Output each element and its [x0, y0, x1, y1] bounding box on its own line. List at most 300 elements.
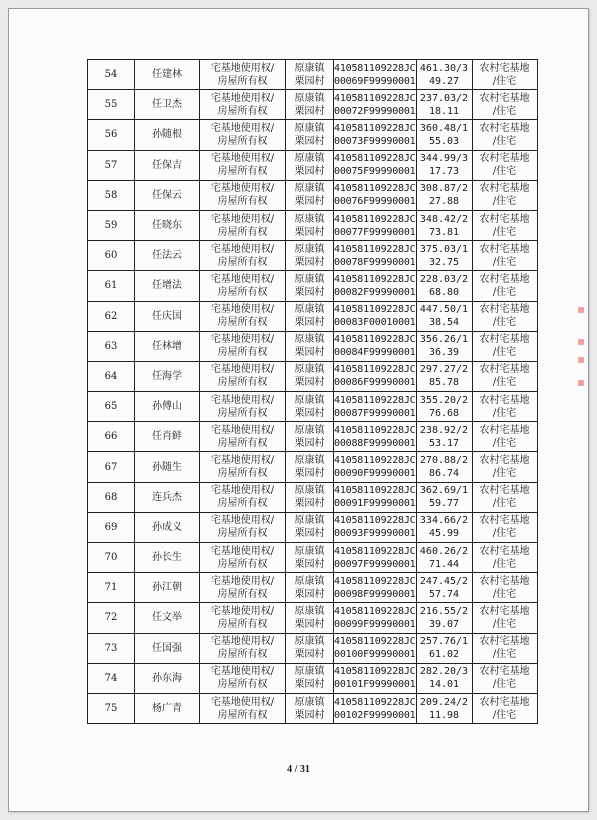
land-use-cell-text: 农村宅基地 /住宅: [479, 92, 530, 117]
land-use-cell-text: 农村宅基地 /住宅: [479, 515, 530, 540]
owner-name-cell: [135, 392, 200, 422]
location-cell-text: 原康镇 栗园村: [294, 153, 325, 178]
row-number-cell: [88, 120, 135, 150]
location-cell-text: 原康镇 栗园村: [294, 636, 325, 661]
location-cell: [286, 271, 334, 301]
location-cell: [286, 633, 334, 663]
area-cell-text: 344.99/3 17.73: [419, 153, 469, 178]
land-use-cell: [472, 663, 537, 693]
area-cell: [416, 603, 472, 633]
area-cell-text: 209.24/2 11.98: [419, 696, 469, 721]
location-cell-text: 原康镇 栗园村: [294, 304, 325, 329]
location-cell: [286, 452, 334, 482]
land-use-cell: [472, 603, 537, 633]
area-cell-text: 334.66/2 45.99: [419, 515, 469, 540]
table-row: [88, 482, 538, 512]
unit-code-cell: [334, 180, 417, 210]
area-cell: [416, 90, 472, 120]
owner-name-cell-text: 任海学: [152, 370, 182, 382]
unit-code-cell-text: 410581109228JC 00102F99990001: [334, 696, 416, 721]
unit-code-cell-text: 410581109228JC 00082F99990001: [334, 273, 416, 298]
location-cell-text: 原康镇 栗园村: [294, 213, 325, 238]
area-cell: [416, 512, 472, 542]
unit-code-cell-text: 410581109228JC 00083F00010001: [334, 304, 416, 329]
unit-code-cell-text: 410581109228JC 00072F99990001: [334, 92, 416, 117]
land-use-cell: [472, 361, 537, 391]
owner-name-cell-text: 孙傅山: [152, 401, 182, 413]
area-cell: [416, 663, 472, 693]
owner-name-cell-text: 任增法: [152, 280, 182, 292]
owner-name-cell: [135, 241, 200, 271]
table-row: [88, 301, 538, 331]
land-use-cell-text: 农村宅基地 /住宅: [479, 213, 530, 238]
row-number-cell-text: 58: [104, 189, 118, 201]
land-use-cell: [472, 512, 537, 542]
land-use-cell-text: 农村宅基地 /住宅: [479, 364, 530, 389]
row-number-cell-text: 61: [104, 280, 118, 292]
right-type-cell: [200, 543, 286, 573]
document-page: [8, 8, 589, 812]
land-use-cell: [472, 693, 537, 723]
area-cell: [416, 482, 472, 512]
area-cell: [416, 271, 472, 301]
area-cell-text: 356.26/1 36.39: [419, 334, 469, 359]
owner-name-cell-text: 任建林: [152, 69, 182, 81]
area-cell-text: 247.45/2 57.74: [419, 575, 469, 600]
land-use-cell: [472, 180, 537, 210]
unit-code-cell: [334, 361, 417, 391]
unit-code-cell-text: 410581109228JC 00093F99990001: [334, 515, 416, 540]
area-cell-text: 447.50/1 38.54: [419, 304, 469, 329]
area-cell: [416, 150, 472, 180]
row-number-cell-text: 65: [104, 401, 118, 413]
location-cell: [286, 180, 334, 210]
owner-name-cell-text: 任卫杰: [152, 99, 182, 111]
area-cell-text: 297.27/2 85.78: [419, 364, 469, 389]
right-type-cell-text: 宅基地使用权/ 房屋所有权: [210, 122, 275, 147]
area-cell: [416, 573, 472, 603]
row-number-cell: [88, 271, 135, 301]
unit-code-cell: [334, 633, 417, 663]
location-cell-text: 原康镇 栗园村: [294, 334, 325, 359]
unit-code-cell-text: 410581109228JC 00086F99990001: [334, 364, 416, 389]
location-cell: [286, 120, 334, 150]
location-cell-text: 原康镇 栗园村: [294, 243, 325, 268]
area-cell: [416, 60, 472, 90]
right-type-cell-text: 宅基地使用权/ 房屋所有权: [210, 455, 275, 480]
row-number-cell: [88, 241, 135, 271]
location-cell: [286, 482, 334, 512]
land-use-cell: [472, 150, 537, 180]
owner-name-cell: [135, 693, 200, 723]
row-number-cell-text: 68: [104, 491, 118, 503]
owner-name-cell-text: 孙长生: [152, 552, 182, 564]
unit-code-cell-text: 410581109228JC 00075F99990001: [334, 153, 416, 178]
owner-name-cell-text: 连兵杰: [152, 491, 182, 503]
table-row: [88, 210, 538, 240]
right-type-cell: [200, 150, 286, 180]
row-number-cell: [88, 301, 135, 331]
owner-name-cell-text: 孙随生: [152, 461, 182, 473]
row-number-cell: [88, 633, 135, 663]
owner-name-cell-text: 孙随根: [152, 129, 182, 141]
owner-name-cell: [135, 331, 200, 361]
location-cell: [286, 422, 334, 452]
land-use-cell-text: 农村宅基地 /住宅: [479, 394, 530, 419]
owner-name-cell: [135, 452, 200, 482]
page-number: 4 / 31: [287, 764, 310, 775]
area-cell-text: 228.03/2 68.80: [419, 273, 469, 298]
table-row: [88, 241, 538, 271]
owner-name-cell: [135, 120, 200, 150]
land-use-cell: [472, 482, 537, 512]
row-number-cell: [88, 543, 135, 573]
land-use-cell-text: 农村宅基地 /住宅: [479, 485, 530, 510]
owner-name-cell: [135, 180, 200, 210]
owner-name-cell: [135, 150, 200, 180]
owner-name-cell: [135, 603, 200, 633]
location-cell-text: 原康镇 栗园村: [294, 394, 325, 419]
row-number-cell-text: 67: [104, 461, 118, 473]
owner-name-cell: [135, 543, 200, 573]
row-number-cell: [88, 392, 135, 422]
owner-name-cell-text: 孙东海: [152, 672, 182, 684]
right-type-cell-text: 宅基地使用权/ 房屋所有权: [210, 92, 275, 117]
right-type-cell: [200, 422, 286, 452]
land-use-cell: [472, 60, 537, 90]
unit-code-cell-text: 410581109228JC 00098F99990001: [334, 575, 416, 600]
right-type-cell-text: 宅基地使用权/ 房屋所有权: [210, 696, 275, 721]
area-cell: [416, 180, 472, 210]
location-cell: [286, 573, 334, 603]
location-cell-text: 原康镇 栗园村: [294, 92, 325, 117]
land-use-cell-text: 农村宅基地 /住宅: [479, 122, 530, 147]
location-cell: [286, 90, 334, 120]
right-type-cell: [200, 331, 286, 361]
right-type-cell: [200, 633, 286, 663]
land-use-cell: [472, 90, 537, 120]
seal-fragment: [578, 357, 584, 363]
row-number-cell: [88, 603, 135, 633]
unit-code-cell-text: 410581109228JC 00069F99990001: [334, 62, 416, 87]
right-type-cell-text: 宅基地使用权/ 房屋所有权: [210, 273, 275, 298]
right-type-cell: [200, 120, 286, 150]
area-cell: [416, 210, 472, 240]
row-number-cell-text: 64: [104, 370, 118, 382]
owner-name-cell-text: 任文举: [152, 612, 182, 624]
area-cell-text: 348.42/2 73.81: [419, 213, 469, 238]
land-use-cell: [472, 543, 537, 573]
land-use-cell-text: 农村宅基地 /住宅: [479, 545, 530, 570]
right-type-cell-text: 宅基地使用权/ 房屋所有权: [210, 605, 275, 630]
row-number-cell-text: 55: [104, 99, 118, 111]
location-cell: [286, 331, 334, 361]
unit-code-cell: [334, 60, 417, 90]
area-cell-text: 237.03/2 18.11: [419, 92, 469, 117]
unit-code-cell: [334, 241, 417, 271]
unit-code-cell-text: 410581109228JC 00100F99990001: [334, 636, 416, 661]
row-number-cell: [88, 482, 135, 512]
right-type-cell: [200, 241, 286, 271]
area-cell-text: 282.20/3 14.01: [419, 666, 469, 691]
location-cell: [286, 150, 334, 180]
table-row: [88, 180, 538, 210]
owner-name-cell: [135, 90, 200, 120]
owner-name-cell-text: 孙成义: [152, 521, 182, 533]
property-registry-table: [87, 59, 538, 724]
owner-name-cell-text: 任庆国: [152, 310, 182, 322]
right-type-cell-text: 宅基地使用权/ 房屋所有权: [210, 545, 275, 570]
land-use-cell-text: 农村宅基地 /住宅: [479, 304, 530, 329]
unit-code-cell-text: 410581109228JC 00078F99990001: [334, 243, 416, 268]
unit-code-cell-text: 410581109228JC 00087F99990001: [334, 394, 416, 419]
right-type-cell: [200, 573, 286, 603]
table-row: [88, 603, 538, 633]
unit-code-cell: [334, 573, 417, 603]
right-type-cell: [200, 693, 286, 723]
table-row: [88, 573, 538, 603]
location-cell-text: 原康镇 栗园村: [294, 545, 325, 570]
right-type-cell-text: 宅基地使用权/ 房屋所有权: [210, 304, 275, 329]
right-type-cell-text: 宅基地使用权/ 房屋所有权: [210, 213, 275, 238]
seal-fragment: [578, 339, 584, 345]
owner-name-cell: [135, 573, 200, 603]
right-type-cell-text: 宅基地使用权/ 房屋所有权: [210, 243, 275, 268]
unit-code-cell-text: 410581109228JC 00084F99990001: [334, 334, 416, 359]
unit-code-cell: [334, 693, 417, 723]
right-type-cell: [200, 361, 286, 391]
row-number-cell-text: 75: [104, 703, 118, 715]
unit-code-cell-text: 410581109228JC 00091F99990001: [334, 485, 416, 510]
land-use-cell-text: 农村宅基地 /住宅: [479, 696, 530, 721]
owner-name-cell: [135, 422, 200, 452]
row-number-cell: [88, 90, 135, 120]
right-type-cell-text: 宅基地使用权/ 房屋所有权: [210, 666, 275, 691]
unit-code-cell: [334, 482, 417, 512]
location-cell-text: 原康镇 栗园村: [294, 424, 325, 449]
right-type-cell-text: 宅基地使用权/ 房屋所有权: [210, 394, 275, 419]
location-cell-text: 原康镇 栗园村: [294, 696, 325, 721]
unit-code-cell: [334, 120, 417, 150]
row-number-cell-text: 74: [104, 672, 118, 684]
row-number-cell: [88, 210, 135, 240]
table-row: [88, 331, 538, 361]
right-type-cell: [200, 512, 286, 542]
right-type-cell-text: 宅基地使用权/ 房屋所有权: [210, 485, 275, 510]
area-cell-text: 270.88/2 86.74: [419, 455, 469, 480]
owner-name-cell: [135, 512, 200, 542]
row-number-cell-text: 62: [104, 310, 118, 322]
unit-code-cell: [334, 512, 417, 542]
owner-name-cell-text: 任林增: [152, 340, 182, 352]
owner-name-cell: [135, 663, 200, 693]
row-number-cell-text: 54: [104, 69, 118, 81]
land-use-cell: [472, 271, 537, 301]
land-use-cell-text: 农村宅基地 /住宅: [479, 605, 530, 630]
unit-code-cell-text: 410581109228JC 00088F99990001: [334, 424, 416, 449]
owner-name-cell-text: 孙江朝: [152, 582, 182, 594]
unit-code-cell: [334, 90, 417, 120]
table-row: [88, 663, 538, 693]
unit-code-cell-text: 410581109228JC 00101F99990001: [334, 666, 416, 691]
land-use-cell-text: 农村宅基地 /住宅: [479, 183, 530, 208]
land-use-cell-text: 农村宅基地 /住宅: [479, 636, 530, 661]
right-type-cell-text: 宅基地使用权/ 房屋所有权: [210, 424, 275, 449]
row-number-cell-text: 57: [104, 159, 118, 171]
location-cell-text: 原康镇 栗园村: [294, 485, 325, 510]
area-cell: [416, 361, 472, 391]
owner-name-cell: [135, 361, 200, 391]
land-use-cell: [472, 210, 537, 240]
row-number-cell-text: 69: [104, 521, 118, 533]
location-cell-text: 原康镇 栗园村: [294, 122, 325, 147]
right-type-cell-text: 宅基地使用权/ 房屋所有权: [210, 153, 275, 178]
area-cell: [416, 693, 472, 723]
table-row: [88, 120, 538, 150]
land-use-cell: [472, 422, 537, 452]
registry-table-body: [88, 60, 538, 724]
area-cell: [416, 633, 472, 663]
owner-name-cell-text: 任保云: [152, 189, 182, 201]
right-type-cell: [200, 60, 286, 90]
row-number-cell-text: 72: [104, 612, 118, 624]
location-cell-text: 原康镇 栗园村: [294, 515, 325, 540]
owner-name-cell: [135, 60, 200, 90]
location-cell: [286, 392, 334, 422]
area-cell-text: 360.48/1 55.03: [419, 122, 469, 147]
row-number-cell: [88, 663, 135, 693]
right-type-cell-text: 宅基地使用权/ 房屋所有权: [210, 515, 275, 540]
unit-code-cell: [334, 271, 417, 301]
location-cell: [286, 301, 334, 331]
row-number-cell: [88, 573, 135, 603]
location-cell-text: 原康镇 栗园村: [294, 183, 325, 208]
land-use-cell-text: 农村宅基地 /住宅: [479, 334, 530, 359]
unit-code-cell: [334, 543, 417, 573]
owner-name-cell: [135, 633, 200, 663]
row-number-cell: [88, 361, 135, 391]
location-cell: [286, 693, 334, 723]
area-cell-text: 461.30/3 49.27: [419, 62, 469, 87]
area-cell: [416, 392, 472, 422]
location-cell: [286, 241, 334, 271]
owner-name-cell-text: 任肖鲜: [152, 431, 182, 443]
area-cell: [416, 120, 472, 150]
owner-name-cell-text: 杨广青: [152, 703, 182, 715]
owner-name-cell-text: 任法云: [152, 250, 182, 262]
land-use-cell-text: 农村宅基地 /住宅: [479, 243, 530, 268]
area-cell-text: 460.26/2 71.44: [419, 545, 469, 570]
location-cell-text: 原康镇 栗园村: [294, 575, 325, 600]
location-cell-text: 原康镇 栗园村: [294, 455, 325, 480]
location-cell: [286, 210, 334, 240]
unit-code-cell-text: 410581109228JC 00076F99990001: [334, 183, 416, 208]
location-cell: [286, 663, 334, 693]
owner-name-cell: [135, 271, 200, 301]
area-cell: [416, 331, 472, 361]
table-row: [88, 90, 538, 120]
unit-code-cell: [334, 150, 417, 180]
area-cell: [416, 543, 472, 573]
right-type-cell: [200, 663, 286, 693]
table-row: [88, 150, 538, 180]
table-row: [88, 693, 538, 723]
row-number-cell-text: 71: [104, 582, 118, 594]
area-cell-text: 375.03/1 32.75: [419, 243, 469, 268]
right-type-cell-text: 宅基地使用权/ 房屋所有权: [210, 183, 275, 208]
location-cell: [286, 512, 334, 542]
land-use-cell-text: 农村宅基地 /住宅: [479, 575, 530, 600]
owner-name-cell-text: 任保吉: [152, 159, 182, 171]
owner-name-cell: [135, 482, 200, 512]
unit-code-cell-text: 410581109228JC 00090F99990001: [334, 455, 416, 480]
right-type-cell: [200, 90, 286, 120]
right-type-cell-text: 宅基地使用权/ 房屋所有权: [210, 364, 275, 389]
row-number-cell: [88, 452, 135, 482]
area-cell: [416, 241, 472, 271]
row-number-cell-text: 63: [104, 340, 118, 352]
unit-code-cell: [334, 663, 417, 693]
unit-code-cell: [334, 210, 417, 240]
land-use-cell: [472, 241, 537, 271]
right-type-cell: [200, 452, 286, 482]
table-row: [88, 422, 538, 452]
land-use-cell: [472, 392, 537, 422]
right-type-cell-text: 宅基地使用权/ 房屋所有权: [210, 334, 275, 359]
right-type-cell-text: 宅基地使用权/ 房屋所有权: [210, 575, 275, 600]
land-use-cell-text: 农村宅基地 /住宅: [479, 273, 530, 298]
land-use-cell-text: 农村宅基地 /住宅: [479, 666, 530, 691]
location-cell-text: 原康镇 栗园村: [294, 605, 325, 630]
table-row: [88, 361, 538, 391]
row-number-cell-text: 60: [104, 250, 118, 262]
unit-code-cell: [334, 331, 417, 361]
owner-name-cell: [135, 301, 200, 331]
table-row: [88, 271, 538, 301]
unit-code-cell-text: 410581109228JC 00099F99990001: [334, 605, 416, 630]
land-use-cell: [472, 301, 537, 331]
unit-code-cell: [334, 452, 417, 482]
unit-code-cell: [334, 301, 417, 331]
row-number-cell: [88, 150, 135, 180]
unit-code-cell-text: 410581109228JC 00097F99990001: [334, 545, 416, 570]
row-number-cell-text: 70: [104, 552, 118, 564]
row-number-cell: [88, 60, 135, 90]
unit-code-cell-text: 410581109228JC 00073F99990001: [334, 122, 416, 147]
unit-code-cell: [334, 422, 417, 452]
area-cell-text: 362.69/1 59.77: [419, 485, 469, 510]
area-cell-text: 308.87/2 27.88: [419, 183, 469, 208]
row-number-cell-text: 56: [104, 129, 118, 141]
seal-fragment: [578, 307, 584, 313]
right-type-cell-text: 宅基地使用权/ 房屋所有权: [210, 636, 275, 661]
area-cell-text: 238.92/2 53.17: [419, 424, 469, 449]
row-number-cell: [88, 180, 135, 210]
owner-name-cell-text: 任晓东: [152, 220, 182, 232]
table-row: [88, 512, 538, 542]
location-cell-text: 原康镇 栗园村: [294, 364, 325, 389]
table-row: [88, 392, 538, 422]
row-number-cell-text: 59: [104, 220, 118, 232]
row-number-cell: [88, 693, 135, 723]
right-type-cell: [200, 180, 286, 210]
row-number-cell-text: 66: [104, 431, 118, 443]
row-number-cell: [88, 422, 135, 452]
land-use-cell: [472, 633, 537, 663]
land-use-cell-text: 农村宅基地 /住宅: [479, 455, 530, 480]
right-type-cell: [200, 301, 286, 331]
owner-name-cell: [135, 210, 200, 240]
